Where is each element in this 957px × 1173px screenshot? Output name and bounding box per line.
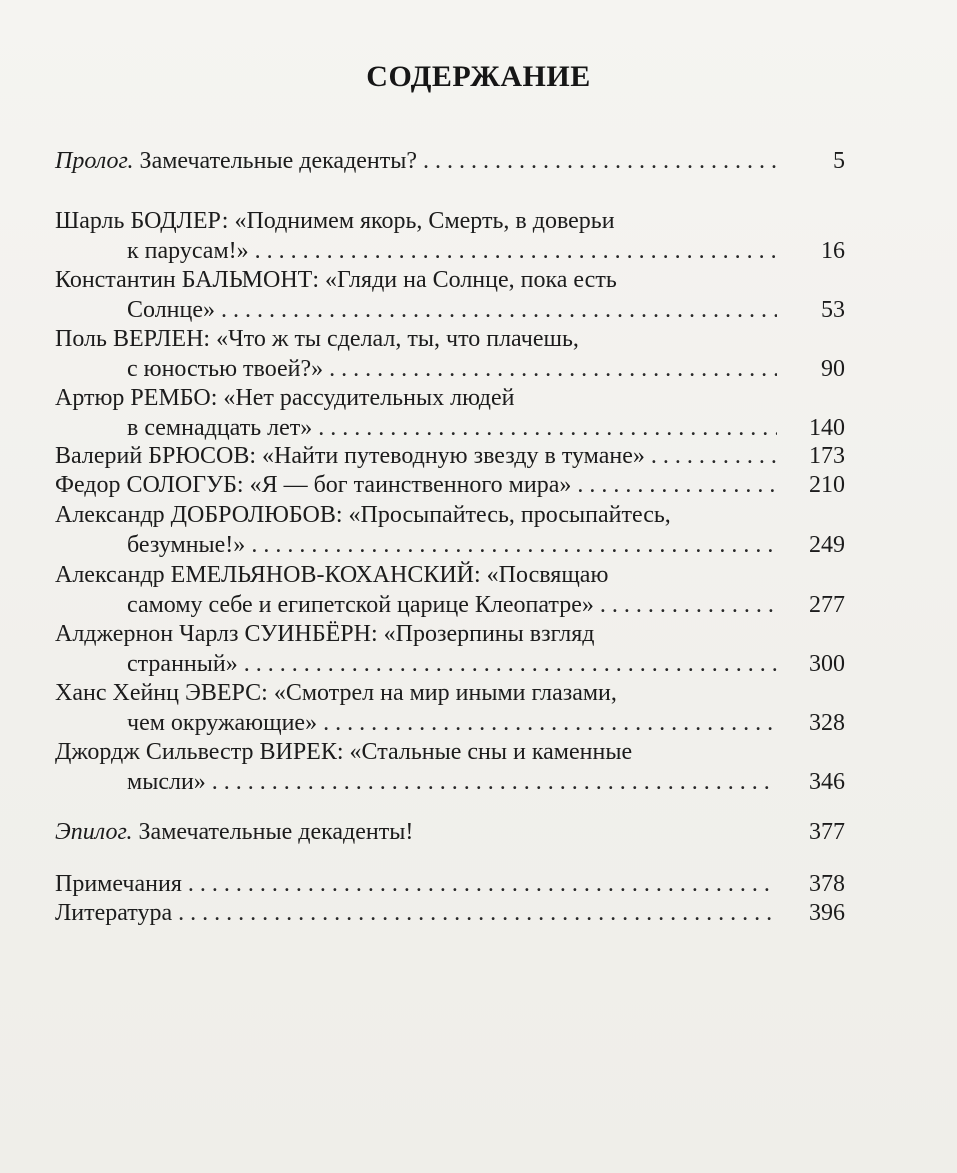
entry-title: Поль ВЕРЛЕН: «Что ж ты сделал, ты, что плачешь, [55, 326, 579, 352]
page-number: 140 [809, 415, 845, 441]
leader-dots [651, 441, 777, 471]
page-number: 53 [821, 297, 845, 323]
leader-dots [178, 898, 777, 928]
toc-entry-balmont[interactable] [55, 265, 845, 325]
entry-title: Замечательные декаденты? [133, 148, 418, 174]
leader-dots [329, 354, 777, 384]
entry-title: Ханс Хейнц ЭВЕРС: «Смотрел на мир иными глазами, [55, 680, 617, 706]
page-number: 396 [809, 900, 845, 926]
toc-entry-epilogue[interactable] [55, 817, 845, 847]
page-number: 300 [809, 651, 845, 677]
page-number: 5 [833, 148, 845, 174]
entry-title: Шарль БОДЛЕР: «Поднимем якорь, Смерть, в доверьи [55, 208, 615, 234]
toc-entry-verlaine[interactable] [55, 324, 845, 384]
entry-title: Литература [55, 900, 173, 926]
leader-dots [255, 236, 777, 266]
page-number: 377 [809, 819, 845, 845]
epilogue-label: Эпилог. [55, 819, 133, 845]
entry-title: Замечательные декаденты! [132, 819, 414, 845]
leader-dots [318, 413, 777, 443]
contents-title: СОДЕРЖАНИЕ [366, 60, 591, 93]
entry-title-continued: мысли» [127, 769, 206, 795]
toc-entry-ewers[interactable] [55, 678, 845, 738]
toc-entry-emelyanov-kokhansky[interactable] [55, 560, 845, 620]
entry-title-continued: Солнце» [127, 297, 216, 323]
toc-entry-prologue[interactable] [55, 146, 845, 176]
toc-entry-literature[interactable] [55, 898, 845, 928]
leader-dots [600, 590, 777, 620]
entry-title: Александр ДОБРОЛЮБОВ: «Просыпайтесь, просыпайтесь, [55, 502, 671, 528]
toc-entry-dobrolyubov[interactable] [55, 500, 845, 560]
toc-entry-viereck[interactable] [55, 737, 845, 797]
entry-title-continued: с юностью твоей?» [127, 356, 324, 382]
leader-dots [251, 530, 777, 560]
page-number: 173 [809, 443, 845, 469]
page-number: 90 [821, 356, 845, 382]
leader-dots [221, 295, 777, 325]
entry-title: Алджернон Чарлз СУИНБЁРН: «Прозерпины взгляд [55, 621, 595, 647]
entry-title-continued: в семнадцать лет» [127, 415, 313, 441]
page-number: 346 [809, 769, 845, 795]
page-number: 249 [809, 532, 845, 558]
toc-entry-swinburne[interactable] [55, 619, 845, 679]
entry-title: Артюр РЕМБО: «Нет рассудительных людей [55, 385, 515, 411]
entry-title: Джордж Сильвестр ВИРЕК: «Стальные сны и каменные [55, 739, 633, 765]
leader-dots [212, 767, 777, 797]
leader-dots [323, 708, 777, 738]
leader-dots [577, 470, 777, 500]
page-number: 277 [809, 592, 845, 618]
page-number: 210 [809, 472, 845, 498]
entry-title-continued: безумные!» [127, 532, 246, 558]
entry-title-continued: чем окружающие» [127, 710, 318, 736]
page-number: 328 [809, 710, 845, 736]
toc-entry-baudelaire[interactable] [55, 206, 845, 266]
entry-title-continued: странный» [127, 651, 238, 677]
page-number: 16 [821, 238, 845, 264]
page-number: 378 [809, 871, 845, 897]
entry-title: Примечания [55, 871, 182, 897]
entry-title: Валерий БРЮСОВ: «Найти путеводную звезду в тумане» [55, 443, 645, 469]
toc-entry-bryusov[interactable] [55, 441, 845, 471]
toc-entry-notes[interactable] [55, 869, 845, 899]
toc-entry-sologub[interactable] [55, 470, 845, 500]
entry-title: Константин БАЛЬМОНТ: «Гляди на Солнце, пока есть [55, 267, 617, 293]
entry-title: Федор СОЛОГУБ: «Я — бог таинственного мира» [55, 472, 572, 498]
prologue-label: Пролог. [55, 148, 134, 174]
leader-dots [244, 649, 777, 679]
leader-dots [188, 869, 777, 899]
leader-dots [423, 146, 777, 176]
toc-entry-rimbaud[interactable] [55, 383, 845, 443]
entry-title-continued: к парусам!» [127, 238, 249, 264]
entry-title: Александр ЕМЕЛЬЯНОВ-КОХАНСКИЙ: «Посвящаю [55, 562, 609, 588]
entry-title-continued: самому себе и египетской царице Клеопатре» [127, 592, 594, 618]
